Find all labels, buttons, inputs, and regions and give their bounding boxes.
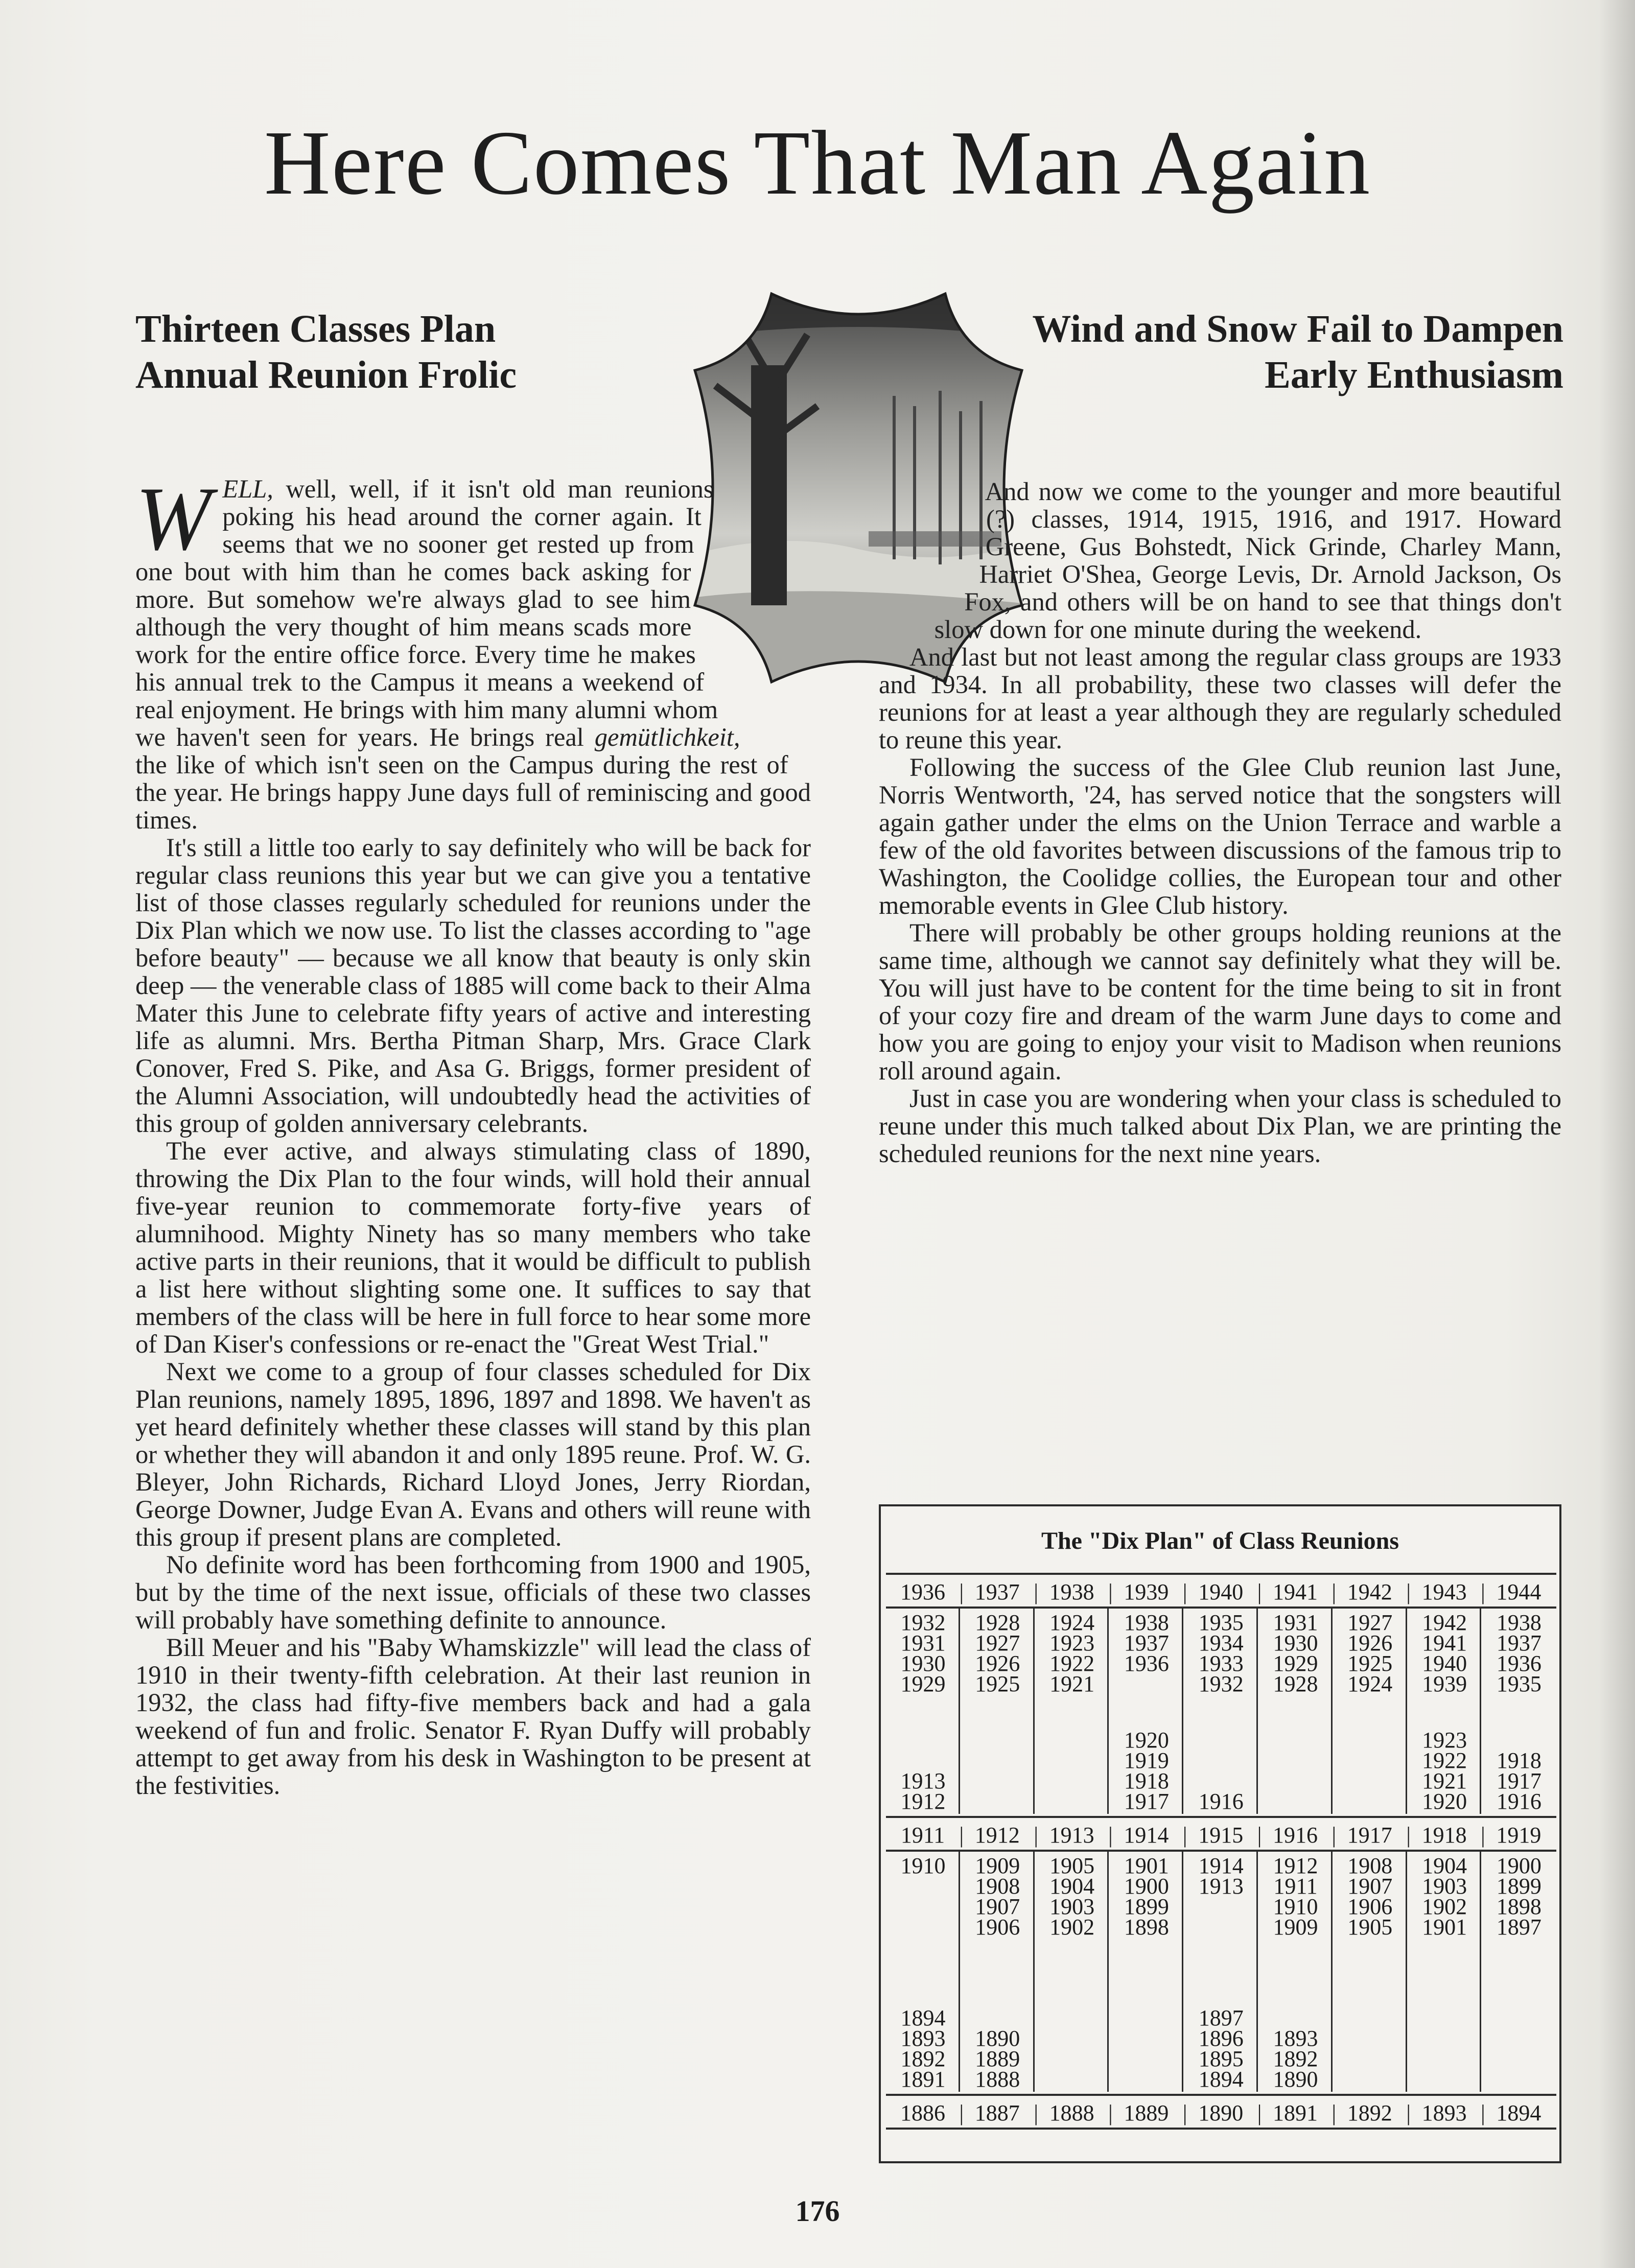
year-header-cell: 1890 — [1198, 2100, 1244, 2125]
class-year: 1897 — [1496, 1915, 1541, 1940]
class-year: 1923 — [1422, 1728, 1467, 1753]
right-paragraph-2: And last but not least among the regular class groups are 1933 and 1934. In all probability, these two classes will defer the reunions for at least a year although they are regularly scheduled to reune this year. — [879, 643, 1561, 754]
year-divider: | — [1406, 1823, 1411, 1848]
table-title: The "Dix Plan" of Class Reunions — [1041, 1527, 1399, 1554]
class-year: 1927 — [975, 1631, 1020, 1656]
class-year: 1927 — [1347, 1610, 1393, 1635]
column-divider — [1256, 1609, 1258, 1814]
column-divider — [959, 1609, 960, 1814]
class-year: 1900 — [1124, 1874, 1169, 1899]
year-divider: | — [1257, 1823, 1262, 1848]
year-header-cell: 1891 — [1273, 2100, 1318, 2125]
left-paragraph-1: WELL, well, well, if it isn't old man reunions poking his head around the corner again. It seems that we no sooner get rested up from one bout with him than he comes back asking for more. But somehow we're always glad to see him although the very thought of him means scads more work for the entire office force. Every time he makes his annual trek to the Campus it means a weekend of real enjoyment. He brings with him many alumni whom we haven't seen for years. He brings real gemütlichkeit, the like of which isn't seen on the Campus during the rest of the year. He brings happy June days full of reminiscing and good times. — [135, 468, 811, 834]
year-divider: | — [1182, 1823, 1187, 1848]
class-year: 1912 — [1273, 1853, 1318, 1878]
class-year: 1904 — [1422, 1853, 1467, 1878]
class-year: 1908 — [1347, 1853, 1393, 1878]
year-header-cell: 1911 — [900, 1823, 945, 1848]
year-divider: | — [1406, 2100, 1411, 2125]
class-year: 1935 — [1198, 1610, 1244, 1635]
class-year: 1920 — [1422, 1789, 1467, 1814]
class-year: 1942 — [1422, 1610, 1467, 1635]
class-year: 1896 — [1198, 2026, 1244, 2051]
class-year: 1916 — [1198, 1789, 1244, 1814]
year-header-cell: 1942 — [1347, 1579, 1392, 1604]
class-year: 1931 — [900, 1631, 946, 1656]
class-year: 1917 — [1124, 1789, 1169, 1814]
year-divider: | — [1332, 1579, 1337, 1604]
class-year: 1901 — [1422, 1915, 1467, 1940]
class-year: 1936 — [1124, 1651, 1169, 1676]
class-year: 1921 — [1049, 1671, 1095, 1696]
left-paragraph-6: Bill Meuer and his "Baby Whamskizzle" will lead the class of 1910 in their twenty-fifth celebration. At their last reunion in 1932, the class had fifty-five members back and had a gala weekend of fun and frolic. Senator F. Ryan Duffy will probably attempt to get away from his desk in Washington to be present at the festivities. — [135, 1633, 811, 1800]
left-paragraph-2: It's still a little too early to say definitely who will be back for regular class reunions this year but we can give you a tentative list of those classes regularly scheduled for reunions under the Dix Plan which we now use. To list the classes according to "age before beauty" — because we all know that beauty is only skin deep — the venerable class of 1885 will come back to their Alma Mater this June to celebrate fifty years of active and interesting life as alumni. Mrs. Bertha Pitman Sharp, Mrs. Grace Clark Conover, Fred S. Pike, and Asa G. Briggs, former president of the Alumni Association, will undoubtedly head the activities of this group of golden anniversary celebrants. — [135, 833, 811, 1138]
year-divider: | — [959, 1823, 964, 1848]
class-year: 1922 — [1049, 1651, 1095, 1676]
class-year: 1912 — [900, 1789, 946, 1814]
year-header-cell: 1918 — [1421, 1823, 1467, 1848]
class-year: 1941 — [1422, 1631, 1467, 1656]
class-year: 1901 — [1124, 1853, 1169, 1878]
year-divider: | — [1108, 1823, 1113, 1848]
right-paragraph-4: There will probably be other groups holding reunions at the same time, although we cannot say definitely what they will be. You will just have to be content for the time being to sit in front of your cozy fire and dream of the warm June days to come and how you are going to enjoy your visit to Madison when reunions roll around again. — [879, 918, 1561, 1085]
class-year: 1913 — [900, 1768, 946, 1793]
year-divider: | — [959, 1579, 964, 1604]
class-year: 1936 — [1496, 1651, 1541, 1676]
right-column — [879, 478, 1561, 1167]
class-year: 1933 — [1198, 1651, 1244, 1676]
reunion-block-1 — [886, 1606, 1556, 1816]
year-divider: | — [1182, 1579, 1187, 1604]
year-divider: | — [1108, 2100, 1113, 2125]
year-divider: | — [959, 2100, 964, 2125]
year-header-cell: 1940 — [1198, 1579, 1244, 1604]
year-header-cell: 1887 — [974, 2100, 1020, 2125]
year-header-cell: 1892 — [1347, 2100, 1392, 2125]
class-year: 1889 — [975, 2046, 1020, 2071]
class-year: 1910 — [900, 1853, 946, 1878]
class-year: 1917 — [1496, 1768, 1541, 1793]
year-header-cell: 1893 — [1421, 2100, 1467, 2125]
class-year: 1931 — [1273, 1610, 1318, 1635]
year-header-cell: 1888 — [1049, 2100, 1094, 2125]
class-year: 1905 — [1347, 1915, 1393, 1940]
class-year: 1937 — [1124, 1631, 1169, 1656]
year-header-cell: 1912 — [974, 1823, 1020, 1848]
class-year: 1911 — [1273, 1874, 1318, 1899]
class-year: 1919 — [1124, 1748, 1169, 1773]
class-year: 1890 — [975, 2026, 1020, 2051]
class-year: 1891 — [900, 2067, 946, 2092]
class-year: 1926 — [975, 1651, 1020, 1676]
column-divider — [1331, 1852, 1333, 2092]
class-year: 1918 — [1124, 1768, 1169, 1793]
class-year: 1938 — [1124, 1610, 1169, 1635]
year-divider: | — [1034, 1823, 1038, 1848]
class-year: 1934 — [1198, 1631, 1244, 1656]
year-divider: | — [1332, 2100, 1337, 2125]
column-divider — [1107, 1852, 1109, 2092]
left-column — [135, 468, 811, 1800]
class-year: 1907 — [1347, 1874, 1393, 1899]
class-year: 1930 — [900, 1651, 946, 1676]
class-year: 1939 — [1422, 1671, 1467, 1696]
class-year: 1909 — [975, 1853, 1020, 1878]
class-year: 1902 — [1422, 1894, 1467, 1919]
class-year: 1904 — [1049, 1874, 1095, 1899]
class-year: 1906 — [1347, 1894, 1393, 1919]
column-divider — [1480, 1852, 1481, 2092]
column-divider — [1256, 1852, 1258, 2092]
year-divider: | — [1406, 1579, 1411, 1604]
class-year: 1892 — [900, 2046, 946, 2071]
class-year: 1893 — [900, 2026, 946, 2051]
year-header-cell: 1889 — [1124, 2100, 1169, 2125]
year-header-cell: 1944 — [1496, 1579, 1541, 1604]
page-number: 176 — [795, 2194, 840, 2228]
year-divider: | — [1034, 1579, 1038, 1604]
year-row-1911-1919 — [886, 1816, 1556, 1852]
column-divider — [1480, 1609, 1481, 1814]
class-year: 1916 — [1496, 1789, 1541, 1814]
year-divider: | — [1108, 1579, 1113, 1604]
year-header-cell: 1914 — [1124, 1823, 1169, 1848]
column-divider — [1033, 1852, 1035, 2092]
year-header-cell: 1915 — [1198, 1823, 1244, 1848]
year-header-cell: 1917 — [1347, 1823, 1392, 1848]
year-row-1936-1944 — [886, 1573, 1556, 1609]
class-year: 1909 — [1273, 1915, 1318, 1940]
class-year: 1905 — [1049, 1853, 1095, 1878]
year-header-cell: 1894 — [1496, 2100, 1541, 2125]
class-year: 1910 — [1273, 1894, 1318, 1919]
left-paragraph-3: The ever active, and always stimulating class of 1890, throwing the Dix Plan to the four winds, will hold their annual five-year reunion to commemorate forty-five years of alumnihood. Mighty Ninety has so many members who take active parts in their reunions, that it would be difficult to publish a list here without slighting some one. It suffices to say that members of the class will be here in full force to hear some more of Dan Kiser's confessions or re-enact the "Great West Trial." — [135, 1137, 811, 1358]
class-year: 1894 — [900, 2005, 946, 2030]
year-divider: | — [1480, 1579, 1485, 1604]
class-year: 1920 — [1124, 1728, 1169, 1753]
class-year: 1903 — [1422, 1874, 1467, 1899]
year-header-cell: 1937 — [974, 1579, 1020, 1604]
class-year: 1907 — [975, 1894, 1020, 1919]
class-year: 1903 — [1049, 1894, 1095, 1919]
class-year: 1914 — [1198, 1853, 1244, 1878]
class-year: 1938 — [1496, 1610, 1541, 1635]
year-header-cell: 1916 — [1273, 1823, 1318, 1848]
class-year: 1926 — [1347, 1631, 1393, 1656]
class-year: 1900 — [1496, 1853, 1541, 1878]
class-year: 1935 — [1496, 1671, 1541, 1696]
year-divider: | — [1182, 2100, 1187, 2125]
class-year: 1923 — [1049, 1631, 1095, 1656]
year-divider: | — [1480, 1823, 1485, 1848]
year-divider: | — [1257, 1579, 1262, 1604]
class-year: 1894 — [1198, 2067, 1244, 2092]
class-year: 1940 — [1422, 1651, 1467, 1676]
class-year: 1929 — [900, 1671, 946, 1696]
class-year: 1925 — [975, 1671, 1020, 1696]
class-year: 1899 — [1124, 1894, 1169, 1919]
year-divider: | — [1034, 2100, 1038, 2125]
year-header-cell: 1941 — [1273, 1579, 1318, 1604]
year-header-cell: 1886 — [900, 2100, 945, 2125]
class-year: 1924 — [1347, 1671, 1393, 1696]
class-year: 1925 — [1347, 1651, 1393, 1676]
class-year: 1908 — [975, 1874, 1020, 1899]
year-divider: | — [1332, 1823, 1337, 1848]
column-divider — [959, 1852, 960, 2092]
column-divider — [1107, 1609, 1109, 1814]
page-title: Here Comes That Man Again — [264, 112, 1371, 214]
class-year: 1924 — [1049, 1610, 1095, 1635]
class-year: 1937 — [1496, 1631, 1541, 1656]
right-subheading: Wind and Snow Fail to Dampen Early Enthusiasm — [1032, 308, 1563, 396]
column-divider — [1182, 1609, 1183, 1814]
column-divider — [1406, 1609, 1407, 1814]
year-divider: | — [1480, 2100, 1485, 2125]
left-paragraph-4: Next we come to a group of four classes scheduled for Dix Plan reunions, namely 1895, 1896, 1897 and 1898. We haven't as yet heard definitely whether these classes will stand by this plan or whether they will abandon it and only 1895 reune. Prof. W. G. Bleyer, John Richards, Richard Lloyd Jones, Jerry Riordan, George Downer, Judge Evan A. Evans and others will reune with this group if present plans are completed. — [135, 1357, 811, 1551]
right-paragraph-5: Just in case you are wondering when your class is scheduled to reune under this much talked about Dix Plan, we are printing the scheduled reunions for the next nine years. — [879, 1084, 1561, 1168]
class-year: 1930 — [1273, 1631, 1318, 1656]
dix-plan-table — [879, 1504, 1561, 2163]
class-year: 1895 — [1198, 2046, 1244, 2071]
column-divider — [1406, 1852, 1407, 2092]
class-year: 1898 — [1124, 1915, 1169, 1940]
class-year: 1893 — [1273, 2026, 1318, 2051]
class-year: 1918 — [1496, 1748, 1541, 1773]
year-divider: | — [1257, 2100, 1262, 2125]
right-paragraph-1: And now we come to the younger and more beautiful (?) classes, 1914, 1915, 1916, and 1917. Howard Greene, Gus Bohstedt, Nick Grinde, Charley Mann, Harriet O'Shea, George Levis, Dr. Arnold Jackson, Os Fox, and others will be on hand to see that things don't slow down for one minute during the weekend. — [934, 477, 1561, 644]
right-paragraph-3: Following the success of the Glee Club reunion last June, Norris Wentworth, '24, has served notice that the songsters will again gather under the elms on the Union Terrace and warble a few of the old favorites between discussions of the famous trip to Washington, the Coolidge collies, the European tour and other memorable events in Glee Club history. — [879, 753, 1561, 919]
year-header-cell: 1943 — [1421, 1579, 1467, 1604]
class-year: 1898 — [1496, 1894, 1541, 1919]
year-header-cell: 1938 — [1049, 1579, 1094, 1604]
column-divider — [1331, 1609, 1333, 1814]
column-divider — [1182, 1852, 1183, 2092]
class-year: 1922 — [1422, 1748, 1467, 1773]
class-year: 1921 — [1422, 1768, 1467, 1793]
class-year: 1890 — [1273, 2067, 1318, 2092]
class-year: 1932 — [1198, 1671, 1244, 1696]
column-divider — [1033, 1609, 1035, 1814]
class-year: 1929 — [1273, 1651, 1318, 1676]
year-header-cell: 1913 — [1049, 1823, 1094, 1848]
class-year: 1932 — [900, 1610, 946, 1635]
year-header-cell: 1939 — [1124, 1579, 1169, 1604]
year-header-cell: 1919 — [1496, 1823, 1541, 1848]
left-subheading: Thirteen Classes Plan Annual Reunion Frolic — [135, 308, 517, 396]
class-year: 1913 — [1198, 1874, 1244, 1899]
binding-shadow — [1599, 0, 1635, 2268]
year-row-1886-1894 — [886, 2094, 1556, 2130]
class-year: 1888 — [975, 2067, 1020, 2092]
left-paragraph-5: No definite word has been forthcoming from 1900 and 1905, but by the time of the next issue, officials of these two classes will probably have something definite to announce. — [135, 1550, 811, 1634]
year-header-cell: 1936 — [900, 1579, 945, 1604]
class-year: 1899 — [1496, 1874, 1541, 1899]
reunion-block-2 — [886, 1850, 1556, 2094]
class-year: 1902 — [1049, 1915, 1095, 1940]
class-year: 1928 — [975, 1610, 1020, 1635]
class-year: 1928 — [1273, 1671, 1318, 1696]
class-year: 1897 — [1198, 2005, 1244, 2030]
class-year: 1906 — [975, 1915, 1020, 1940]
class-year: 1892 — [1273, 2046, 1318, 2071]
drop-cap: W — [135, 468, 212, 569]
